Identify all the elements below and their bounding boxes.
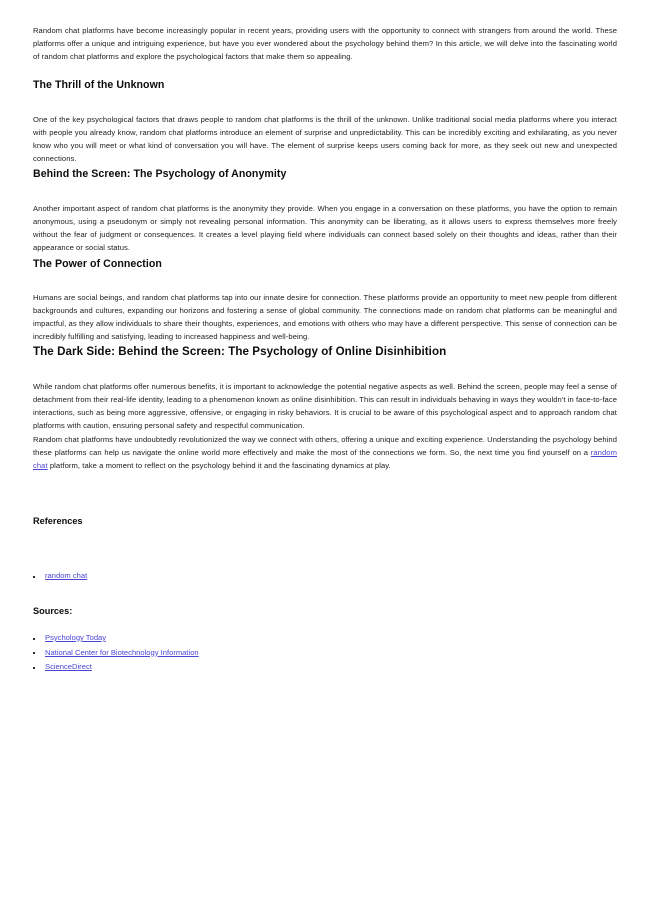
heading-dark-side: The Dark Side: Behind the Screen: The Psychology of Online Disinhibition (33, 345, 447, 358)
references-list (33, 569, 617, 584)
list-item (33, 569, 617, 584)
heading-sources: Sources: (33, 606, 73, 616)
sources-list (33, 631, 617, 675)
paragraph-connection: Humans are social beings, and random chat platforms tap into our innate desire for connection. These platforms provide an opportunity to meet new people from different backgrounds and cultures, expanding our horizons and fostering a sense of global community. The connections made on random chat platforms can be meaningful and impactful, as they allow individuals to share their thoughts, experiences, and emotions with others who may have a different perspective. This sense of connection can be incredibly fulfilling and satisfying, leading to increased happiness and well-being. (33, 293, 617, 342)
source-link-psychology-today[interactable]: Psychology Today (45, 633, 107, 642)
paragraph-anonymity: Another important aspect of random chat platforms is the anonymity they provide. When you engage in a conversation on these platforms, you have the option to remain anonymous, using a pseudonym or simply not revealing personal information. This anonymity can be liberating, as it allows users to express themselves more freely without the fear of judgment or consequences. It creates a level playing field where individuals can connect based solely on their thoughts and ideas, rather than their appearance or social status. (33, 204, 617, 253)
heading-power-of-connection: The Power of Connection (33, 258, 162, 270)
inline-link-random-chat[interactable]: random chat (33, 448, 617, 471)
paragraph-intro: Random chat platforms have become increasingly popular in recent years, providing users with the opportunity to connect with strangers from around the world. These platforms offer a unique and intriguing experience, but have you ever wondered about the psychology behind them? In this article, we will delve into the fascinating world of random chat platforms and explore the psychological factors that make them so appealing. (33, 26, 617, 62)
conclusion-text-before: Random chat platforms have undoubtedly revolutionized the way we connect with others, offering a unique and exciting experience. Understanding the psychology behind these platforms can help us navigate the online world more effectively and make the most of the connections we form. So, the next time you find yourself on a (33, 435, 617, 458)
source-link-sciencedirect[interactable]: ScienceDirect (45, 662, 92, 671)
conclusion-text-after: platform, take a moment to reflect on the psychology behind it and the fascinating dynamics at play. (47, 461, 391, 471)
reference-link-random-chat[interactable]: random chat (45, 571, 88, 580)
paragraph-conclusion (33, 433, 617, 472)
paragraph-thrill: One of the key psychological factors that draws people to random chat platforms is the thrill of the unknown. Unlike traditional social media platforms where you interact with people you already know, random chat platforms introduce an element of surprise and unpredictability. This can be incredibly exciting and exhilarating, as you never know who you will meet or what kind of conversation you will have. The element of surprise keeps users coming back for more, as they seek out new and unexpected connections. (33, 115, 617, 164)
heading-thrill-of-the-unknown: The Thrill of the Unknown (33, 79, 165, 91)
heading-anonymity: Behind the Screen: The Psychology of Anonymity (33, 168, 287, 180)
paragraph-dark-side: While random chat platforms offer numerous benefits, it is important to acknowledge the potential negative aspects as well. Behind the screen, people may feel a sense of detachment from their real-life identity, leading to a phenomenon known as online disinhibition. This can result in individuals behaving in ways they wouldn't in face-to-face interactions, such as being more aggressive, offensive, or engaging in risky behaviors. It is crucial to be aware of this psychological aspect and to approach random chat platforms with caution, ensuring personal safety and respectful communication. (33, 382, 617, 431)
list-item (33, 660, 617, 675)
source-link-ncbi[interactable]: National Center for Biotechnology Information (45, 647, 199, 657)
heading-references: References (33, 516, 83, 526)
list-item (33, 631, 617, 646)
list-item (33, 646, 617, 661)
